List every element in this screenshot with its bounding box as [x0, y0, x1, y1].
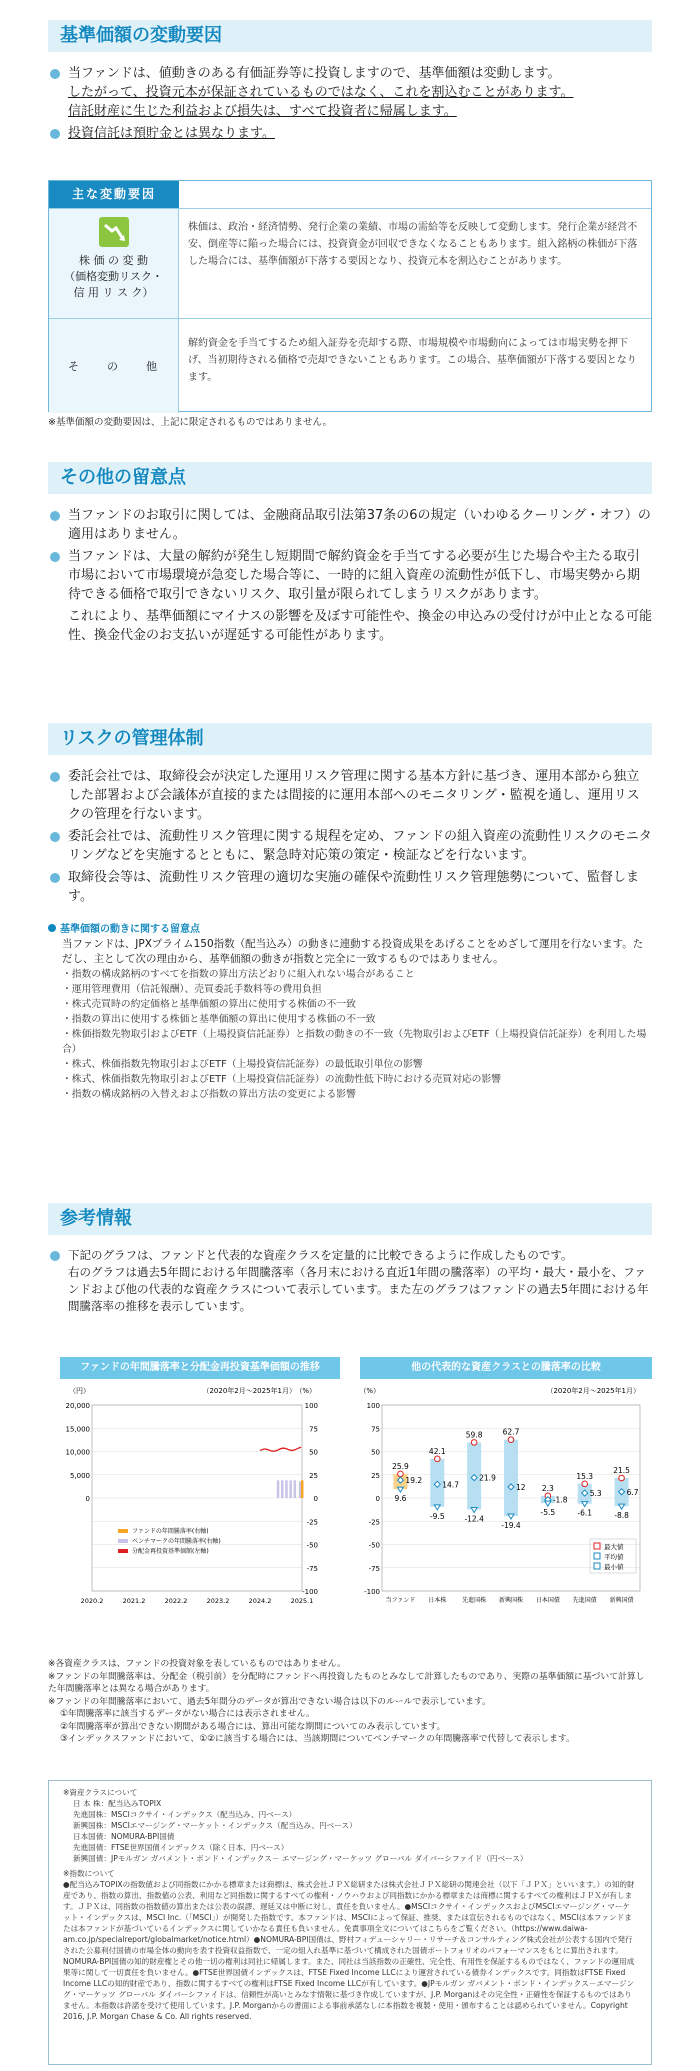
category-label: 先進国株: [462, 1597, 487, 1604]
list-item: [48, 767, 652, 824]
benchmark-bar: [294, 1480, 297, 1498]
tick-label: -25: [306, 1518, 318, 1527]
reason-item: ・株式、株価指数先物取引およびETF（上場投資信託証券）の最低取引単位の影響: [62, 1059, 423, 1070]
reason-item: ・指数の算出に使用する株価と基準価額の算出に使用する株価の不一致: [62, 1014, 376, 1025]
tracking-notes: [48, 922, 652, 1102]
range-bar: [504, 1440, 518, 1516]
max-point: [471, 1440, 477, 1446]
legend-label: ファンドの年間騰落率(右軸): [132, 1528, 209, 1535]
data-label: 2.3: [541, 1483, 554, 1493]
note-line: ※ファンドの年間騰落率は、分配金（税引前）を分配時にファンドへ再投資したものとみなして計算したものであり、実際の基準価額に基づいて計算した年間騰落率とは異なる場合があります。: [48, 1671, 645, 1694]
subheading: [48, 922, 652, 937]
tick-label: -25: [368, 1518, 380, 1527]
price-factor-bullets: [48, 64, 652, 146]
min-point: [397, 1487, 403, 1492]
label-line: 信 用 リ ス ク）: [73, 286, 154, 299]
bullet-icon: [50, 129, 60, 139]
benchmark-bar: [277, 1480, 280, 1498]
category-label: 新興国株: [498, 1597, 524, 1604]
max-point: [508, 1437, 514, 1443]
right-chart: [360, 1357, 652, 1629]
chart-period: （2020年2月～2025年1月）: [546, 1387, 640, 1395]
reason-item: ・運用管理費用（信託報酬）、売買委託手数料等の費用負担: [62, 984, 322, 995]
data-label: 5.3: [589, 1489, 602, 1499]
data-label: 6.7: [626, 1487, 639, 1497]
reference-text: [48, 1247, 652, 1318]
legend-swatch: [594, 1553, 600, 1559]
bullet-text: 投資信託は預貯金とは異なります。: [68, 126, 275, 141]
legend-swatch: [594, 1563, 600, 1569]
note-line: ①年間騰落率に該当するデータがない場合には表示されません。: [60, 1709, 315, 1719]
data-label: -12.4: [464, 1514, 484, 1524]
min-point: [508, 1514, 514, 1519]
tick-label: 10,000: [65, 1448, 90, 1457]
tick-label: 5,000: [69, 1471, 90, 1480]
data-label: -5.5: [540, 1508, 556, 1518]
axis-unit: （%）: [360, 1387, 380, 1395]
tick-label: 20,000: [65, 1402, 90, 1410]
table-text: 株価は、政治・経済情勢、発行企業の業績、市場の需給等を反映して変動します。発行企業が経営不安、倒産等に陥った場合には、投資資金が回収できなくなることもあります。組入銘柄の株価が下落した場合には、基準価額が下落する要因となり、投資元本を割込むことがあります。: [188, 222, 638, 267]
legend-swatch: [118, 1539, 128, 1543]
chart-notes: [48, 1658, 652, 1746]
tick-label: 0: [375, 1495, 380, 1503]
tick-label: 2021.2: [122, 1597, 146, 1605]
tick-label: -75: [306, 1564, 318, 1573]
disclaimer-box: [48, 1780, 652, 2065]
data-label: 9.6: [394, 1494, 407, 1504]
list-item: [48, 64, 652, 121]
box-heading: ※指数について: [63, 1869, 115, 1878]
axis-unit: （円）: [69, 1387, 90, 1395]
bullet-text: 当ファンドは、大量の解約が発生し短期間で解約資金を手当てする必要が生じた場合や主たる取引市場において市場環境が急変した場合等に、一時的に組入資産の流動性が低下し、市場実勢から期待できる価格で取引できないリスク、取引量が限られてしまうリスクがあります。: [68, 549, 641, 602]
subheading-text: 基準価額の動きに関する留意点: [60, 924, 200, 935]
note-line: ※ファンドの年間騰落率において、過去5年間分のデータが算出できない場合は以下のルールで表示しています。: [48, 1696, 491, 1707]
data-label: 19.2: [405, 1476, 423, 1486]
tick-label: 25: [371, 1471, 380, 1480]
section-header-other-notes: [48, 462, 652, 494]
max-point: [619, 1475, 625, 1481]
tick-label: 2020.2: [80, 1597, 104, 1605]
right-chart-svg: [360, 1379, 652, 1629]
list-item: [48, 827, 652, 865]
section-header-reference: [48, 1203, 652, 1235]
table-label-cell: [49, 209, 179, 318]
section-title: リスクの管理体制: [60, 728, 204, 749]
list-item: [48, 868, 652, 906]
data-label: 12: [516, 1482, 526, 1492]
index-disclaimer: ●配当込みTOPIXの指数値および同指数にかかる標章または商標は、株式会社ＪＰＸ総研または株式会社ＪＰＸ総研の関連会社（以下「ＪＰＸ」といいます。）の知的財産であり、指数の算出、指数値の公表、利用など同指数に関するすべての権利・ノウハウおよび同指数にかかる標章または商標に関するすべての権利はＪＰＸが有します。ＪＰＸは、同指数の指数値の算出または公表の誤謬、遅延又は中断に対し、責任を負いません。●MSCIコクサイ・インデックスおよびMSCIエマージング・マーケット・インデックスは、MSCI Inc.（「MSCI」）が開発した指数です。本ファンドは、MSCIによって保証、推奨、または宣伝されるものではなく、MSCIは本ファンドまたは本ファンドが基づいているインデックスに関していかなる責任も負いません。免責事項全文についてはこちらをご覧ください。（https://www.daiwa-am.co.jp/specialreport/globalmarket/notice.html）●NOMURA-BPI国債は、野村フィデューシャリー・リサーチ＆コンサルティング株式会社が公表する国内で発行された公募利付国債の市場全体の動向を表す投資収益指数で、一定の組入れ基準に基づいて構成された国債ポートフォリオのパフォーマンスをもとに算出されます。NOMURA-BPI国債の知的財産権とその他一切の権利は同社に帰属します。また、同社は当該指数の正確性、完全性、有用性を保証するものではなく、ファンドの運用成果等に関して一切責任を負いません。●FTSE世界国債インデックスは、FTSE Fixed Income LLCにより運営されている債券インデックスです。同指数はFTSE Fixed Income LLCの知的財産であり、指数に関するすべての権利はFTSE Fixed Income LLCが有しています。●JPモルガン ガバメント・ボンド・インデックス－エマージング・マーケッツ グローバル ダイバーシファイドは、信頼性が高いとみなす情報に基づき作成していますが、J.P. Morganはその完全性・正確性を保証するものではありません。本指数は許諾を受けて使用しています。J.P. Morganからの書面による事前承諾なしに本指数を複製・使用・頒布することは認められていません。Copyright 2016, J.P. Morgan Chase & Co. All rights reserved.: [63, 1880, 635, 2021]
legend-swatch: [118, 1549, 128, 1553]
section-header-price-factors: [48, 20, 652, 52]
reason-item: ・指数の構成銘柄のすべてを指数の算出方法どおりに組入れない場合があること: [62, 969, 415, 980]
asset-class-item: 日本国債：NOMURA-BPI国債: [73, 1832, 175, 1841]
asset-class-item: 新興国株：MSCIエマージング・マーケット・インデックス（配当込み、円ベース）: [73, 1821, 357, 1830]
data-label: 62.7: [502, 1427, 520, 1437]
data-label: 15.3: [576, 1471, 594, 1481]
chart-down-icon: [99, 217, 129, 247]
asset-class-item: 先進国債：FTSE世界国債インデックス（除く日本、円ベース）: [73, 1843, 289, 1852]
fund-bar: [301, 1480, 304, 1498]
tick-label: 50: [371, 1448, 380, 1457]
tick-label: 50: [309, 1448, 318, 1457]
left-chart: [60, 1357, 340, 1629]
tick-label: 0: [313, 1495, 318, 1503]
tick-label: -50: [306, 1541, 318, 1550]
bullet-text: 信託財産に生じた利益および損失は、すべて投資者に帰属します。: [68, 104, 457, 119]
bullet-icon: [50, 832, 60, 842]
reason-item: ・株式、株価指数先物取引およびETF（上場投資信託証券）の流動性低下時における売買対応の影響: [62, 1074, 502, 1085]
data-label: -1.8: [552, 1495, 568, 1505]
max-point: [434, 1456, 440, 1462]
category-label: 先進国債: [572, 1597, 597, 1604]
tick-label: 15,000: [65, 1425, 90, 1434]
reference-line: 右のグラフは過去5年間における年間騰落率（各月末における直近1年間の騰落率）の平均・最大・最小を、ファンドおよび他の代表的な資産クラスについて表示しています。また左のグラフはファンドの過去5年間における年間騰落率の推移を表示しています。: [68, 1265, 649, 1313]
data-label: 21.5: [613, 1466, 630, 1476]
box-heading: ※資産クラスについて: [63, 1788, 138, 1797]
bullet-icon: [48, 924, 56, 932]
min-point: [582, 1502, 588, 1507]
chart-period: （2020年2月～2025年1月）: [202, 1387, 296, 1395]
section-title: 参考情報: [60, 1208, 132, 1229]
table-text: 解約資金を手当てするため組入証券を売却する際、市場規模や市場動向によっては市場実勢を押下げ、当初期待される価格で売却できないこともあります。この場合、基準価額が下落する要因となります。: [188, 338, 637, 383]
tick-label: -100: [302, 1588, 318, 1596]
reason-item: ・指数の構成銘柄の入替えおよび指数の算出方法の変更による影響: [62, 1089, 356, 1100]
tick-label: 2022.2: [164, 1597, 188, 1605]
tick-label: 2025.1: [290, 1597, 314, 1605]
nav-line: [260, 1447, 301, 1451]
category-label: 日本株: [428, 1597, 447, 1604]
bullet-icon: [50, 511, 60, 521]
table-row: [49, 318, 651, 413]
asset-class-item: 先進国株：MSCIコクサイ・インデックス（配当込み、円ベース）: [73, 1810, 297, 1819]
risk-management-bullets: [48, 767, 652, 909]
min-point: [434, 1505, 440, 1510]
bullet-text: 当ファンドは、値動きのある有価証券等に投資しますので、基準価額は変動します。: [68, 66, 561, 81]
category-label: 新興国債: [609, 1597, 634, 1604]
list-item: [48, 506, 652, 544]
left-chart-svg: [60, 1379, 340, 1629]
bullet-icon: [50, 552, 60, 562]
bullet-icon: [50, 772, 60, 782]
legend-swatch: [594, 1543, 600, 1549]
note-line: ③インデックスファンドにおいて、①②に該当する場合には、当該期間についてベンチマークの年間騰落率で代替して表示します。: [60, 1734, 575, 1744]
bullet-text: 委託会社では、取締役会が決定した運用リスク管理に関する基本方針に基づき、運用本部から独立した部署および会議体が直接的または間接的に運用本部へのモニタリング・監視を通し、運用リスクの管理を行ないます。: [68, 769, 640, 822]
min-point: [471, 1508, 477, 1513]
asset-class-list: [63, 1798, 637, 1864]
data-label: 21.9: [479, 1473, 496, 1483]
note-line: ②年間騰落率が算出できない期間がある場合には、算出可能な期間についてのみ表示しています。: [60, 1721, 446, 1732]
note-line: ※各資産クラスは、ファンドの投資対象を表しているものではありません。: [48, 1659, 346, 1669]
bullet-text: したがって、投資元本が保証されているものではなく、これを割込むことがあります。: [68, 85, 574, 100]
tick-label: 100: [304, 1402, 318, 1410]
bullet-icon: [50, 1251, 60, 1261]
category-label: 日本国債: [535, 1597, 560, 1604]
asset-class-item: 日 本 株：配当込みTOPIX: [73, 1799, 162, 1808]
benchmark-bar: [281, 1480, 284, 1498]
bullet-text: 取締役会等は、流動性リスク管理の適切な実施の確保や流動性リスク管理態勢について、監督します。: [68, 870, 639, 904]
bullet-continuation: これにより、基準価額にマイナスの影響を及ぼす可能性や、換金の申込みの受付けが中止となる可能性、換金代金のお支払いが遅延する可能性があります。: [68, 609, 652, 643]
reason-item: ・株式売買時の約定価格と基準価額の算出に使用する株価の不一致: [62, 999, 356, 1010]
reason-item: ・株価指数先物取引およびETF（上場投資信託証券）と指数の動きの不一致（先物取引およびETF（上場投資信託証券）を利用した場合）: [62, 1029, 647, 1055]
tick-label: -100: [364, 1588, 380, 1596]
reference-line: 下記のグラフは、ファンドと代表的な資産クラスを定量的に比較できるように作成したものです。: [68, 1248, 573, 1262]
other-notes-bullets: [48, 506, 652, 645]
section-header-risk-management: [48, 723, 652, 755]
bullet-text: 委託会社では、流動性リスク管理に関する規程を定め、ファンドの組入資産の流動性リスクのモニタリングなどを実施するとともに、緊急時対応策の策定・検証などを行ないます。: [68, 829, 652, 863]
risk-factor-table: [48, 180, 652, 412]
data-label: 14.7: [442, 1480, 459, 1490]
data-label: 25.9: [392, 1461, 409, 1471]
data-label: -9.5: [429, 1511, 445, 1521]
tick-label: 2024.2: [248, 1597, 272, 1605]
list-item: [48, 547, 652, 604]
legend-label: 平均値: [604, 1553, 624, 1561]
benchmark-bar: [289, 1480, 292, 1498]
bullet-icon: [50, 69, 60, 79]
tick-label: 100: [366, 1402, 380, 1410]
legend-label: 分配金再投資基準価額(左軸): [132, 1548, 209, 1555]
data-label: -19.4: [501, 1521, 521, 1531]
axis-unit: （%）: [295, 1387, 316, 1395]
table-label-cell: そ の 他: [49, 319, 179, 413]
tick-label: 75: [371, 1425, 380, 1434]
benchmark-bar: [285, 1480, 288, 1498]
legend-label: 最小値: [604, 1563, 624, 1571]
data-label: -6.1: [577, 1508, 593, 1518]
legend-swatch: [118, 1529, 128, 1533]
legend-label: ベンチマークの年間騰落率(右軸): [132, 1538, 221, 1545]
list-item: [48, 124, 652, 143]
list-item: [48, 1247, 652, 1315]
label-line: （価格変動リスク・: [64, 270, 163, 283]
tick-label: 25: [309, 1471, 318, 1480]
max-point: [582, 1481, 588, 1487]
category-label: 当ファンド: [385, 1597, 416, 1604]
footnote: ※基準価額の変動要因は、上記に限定されるものではありません。: [48, 417, 333, 428]
tick-label: 75: [309, 1425, 318, 1434]
min-point: [619, 1504, 625, 1509]
chart-title: ファンドの年間騰落率と分配金再投資基準価額の推移: [60, 1357, 340, 1379]
data-label: -8.8: [614, 1511, 629, 1521]
section-title: その他の留意点: [60, 467, 186, 488]
label-line: 株 価 の 変 動: [79, 254, 148, 267]
asset-class-item: 新興国債：JPモルガン ガバメント・ボンド・インデックス－ エマージング・マーケッツ グローバル ダイバーシファイド（円ベース）: [73, 1854, 528, 1863]
data-label: 59.8: [465, 1430, 483, 1440]
tick-label: 2023.2: [206, 1597, 230, 1605]
tick-label: -75: [368, 1564, 380, 1573]
chart-title: 他の代表的な資産クラスとの騰落率の比較: [360, 1357, 652, 1379]
legend-label: 最大値: [604, 1543, 624, 1551]
min-point: [545, 1501, 551, 1506]
tick-label: -50: [368, 1541, 380, 1550]
reason-list: [48, 967, 652, 1102]
table-row: [49, 208, 651, 318]
bullet-text: 当ファンドのお取引に関しては、金融商品取引法第37条の6の規定（いわゆるクーリング・オフ）の適用はありません。: [68, 508, 651, 542]
table-header: 主な変動要因: [49, 181, 179, 208]
tick-label: 0: [85, 1495, 90, 1503]
data-label: 42.1: [428, 1446, 446, 1456]
intro-text: 当ファンドは、JPXプライム150指数（配当込み）の動きに連動する投資成果をあげることをめざして運用を行ないます。ただし、主として次の理由から、基準価額の動きが指数と完全に一致するものではありません。: [62, 938, 644, 965]
max-point: [398, 1471, 404, 1477]
bullet-icon: [50, 873, 60, 883]
section-title: 基準価額の変動要因: [60, 25, 222, 46]
